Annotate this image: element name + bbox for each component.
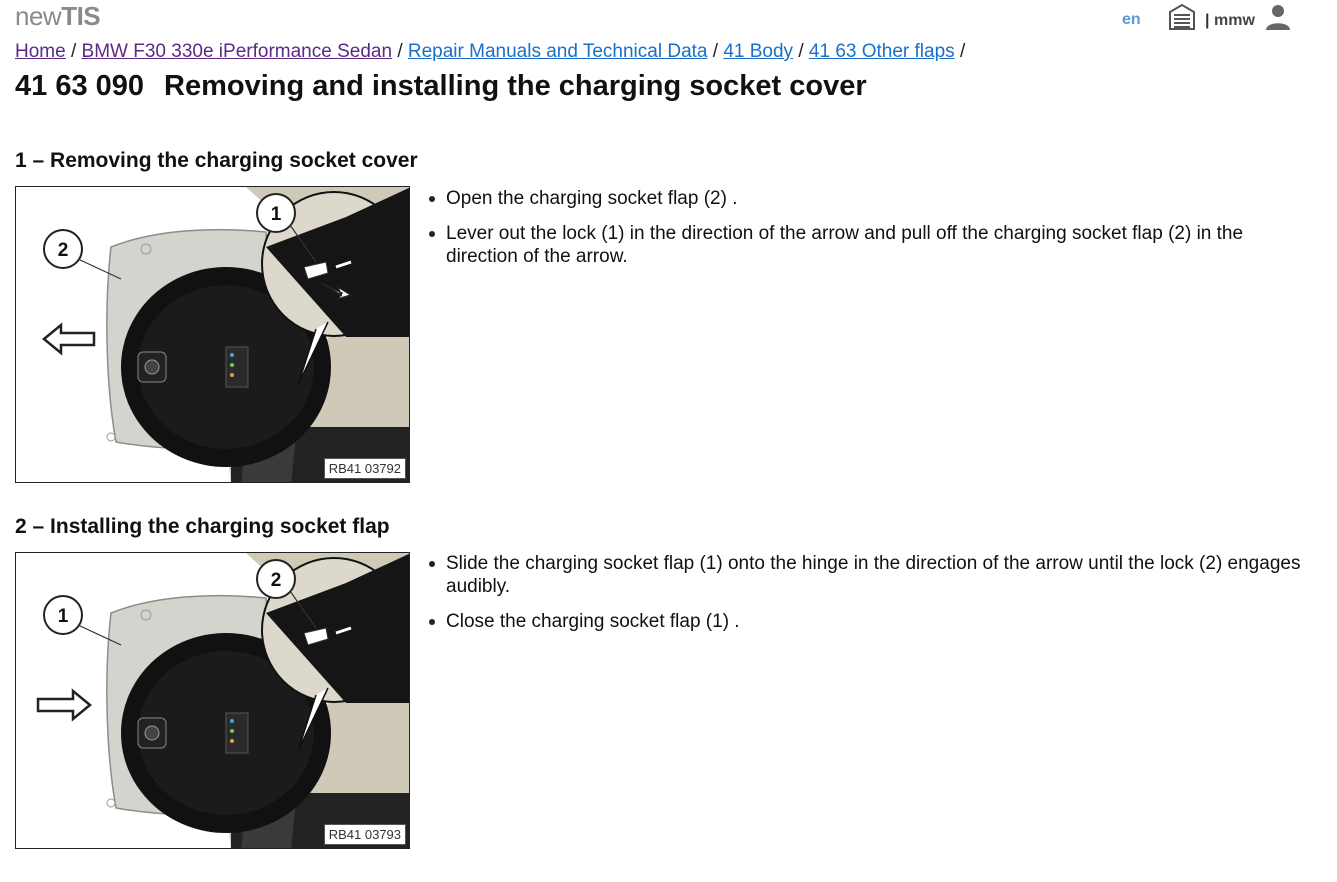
instruction-item: Lever out the lock (1) in the direction of the arrow and pull off the charging socket flap (2) in the direction of the arrow. — [428, 222, 1308, 268]
breadcrumb — [15, 40, 965, 64]
callout-label: 1 — [270, 204, 282, 225]
figure-id: RB41 03793 — [324, 824, 406, 845]
step-1-heading: 1 – Removing the charging socket cover — [15, 149, 418, 172]
breadcrumb-separator: / — [397, 41, 403, 62]
flap-installation-illustration — [16, 553, 410, 849]
breadcrumb-body[interactable]: 41 Body — [723, 41, 794, 62]
breadcrumb-separator: / — [959, 41, 966, 62]
user-icon[interactable] — [1263, 2, 1293, 32]
language-selector[interactable]: en — [1122, 11, 1141, 28]
breadcrumb-separator: / — [798, 41, 804, 62]
callout-label: 2 — [270, 570, 282, 591]
instruction-item: Slide the charging socket flap (1) onto the hinge in the direction of the arrow until the lock (2) engages audibly. — [428, 552, 1308, 598]
page-title-text: Removing and installing the charging socket cover — [164, 70, 867, 102]
repair-code: 41 63 090 — [15, 70, 145, 102]
page-title — [15, 68, 867, 104]
breadcrumb-separator: / — [712, 41, 719, 62]
header-tools — [1037, 0, 1337, 40]
newtis-logo[interactable] — [15, 0, 100, 32]
instruction-item: Close the charging socket flap (1) . — [428, 610, 1308, 633]
step-2-instructions — [428, 552, 1308, 645]
logo-tis-text: TIS — [61, 1, 101, 31]
breadcrumb-home[interactable]: Home — [15, 41, 66, 62]
instruction-item: Open the charging socket flap (2) . — [428, 187, 1308, 210]
username[interactable]: mmw — [1214, 12, 1255, 29]
breadcrumb-other-flaps[interactable]: 41 63 Other flaps — [808, 41, 955, 62]
step-2-heading: 2 – Installing the charging socket flap — [15, 515, 390, 538]
logo-new-text: new — [15, 1, 62, 31]
breadcrumb-repair-manuals[interactable]: Repair Manuals and Technical Data — [407, 41, 708, 62]
step-2-figure[interactable] — [15, 552, 410, 849]
step-1-instructions — [428, 187, 1308, 280]
garage-icon[interactable] — [1167, 2, 1197, 32]
user-separator: | — [1205, 12, 1210, 29]
flap-removal-illustration — [16, 187, 410, 483]
callout-label: 2 — [57, 240, 69, 261]
breadcrumb-vehicle[interactable]: BMW F30 330e iPerformance Sedan — [81, 41, 393, 62]
breadcrumb-separator: / — [70, 41, 77, 62]
figure-id: RB41 03792 — [324, 458, 406, 479]
step-1-figure[interactable] — [15, 186, 410, 483]
callout-label: 1 — [57, 606, 69, 627]
